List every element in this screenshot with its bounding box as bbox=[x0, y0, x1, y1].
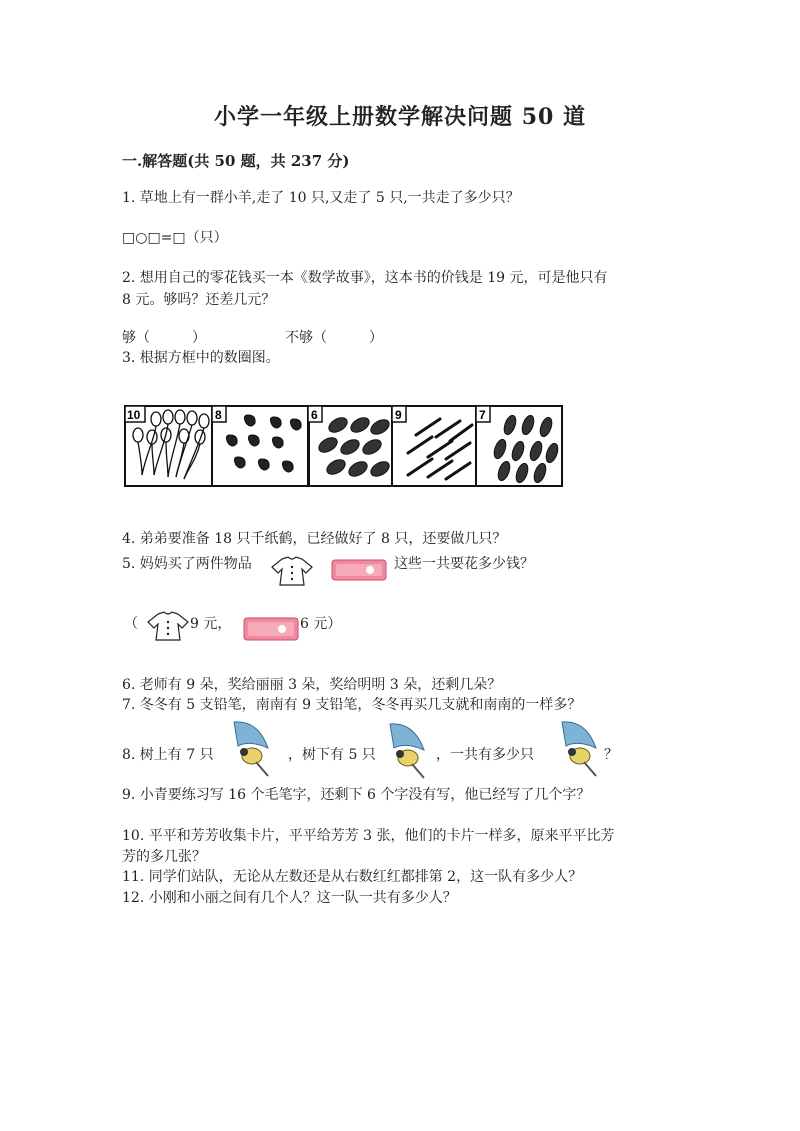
counting-boxes-figure bbox=[124, 405, 564, 487]
question-9: 9. 小青要练习写 16 个毛笔字，还剩下 6 个字没有写，他已经写了几个字？ bbox=[122, 787, 591, 803]
question-5-price-1: 9 元， bbox=[190, 616, 232, 632]
question-2-line-1: 2. 想用自己的零花钱买一本《数学故事》，这本书的价钱是 19 元，可是他只有 bbox=[122, 270, 608, 286]
box-label-3: 6 bbox=[311, 408, 318, 422]
box-label-2: 8 bbox=[215, 408, 222, 422]
question-10-line-2: 芳的多几张？ bbox=[122, 849, 206, 865]
box-label-4: 9 bbox=[395, 408, 402, 422]
section-heading: 一.解答题(共 50 题，共 237 分) bbox=[122, 152, 350, 170]
question-1: 1. 草地上有一群小羊,走了 10 只,又走了 5 只,一共走了多少只？ bbox=[122, 190, 520, 206]
pencil-case-icon bbox=[242, 612, 300, 644]
pencil-case-icon bbox=[330, 556, 388, 584]
question-4: 4. 弟弟要准备 18 只千纸鹤，已经做好了 8 只，还要做几只？ bbox=[122, 531, 507, 547]
question-5-part-2: 这些一共要花多少钱？ bbox=[394, 556, 534, 572]
question-2-option-not-enough: 不够（ ） bbox=[285, 330, 383, 346]
question-8-part-4: ？ bbox=[604, 747, 618, 763]
corn-icon bbox=[492, 414, 560, 484]
question-10-line-1: 10. 平平和芳芳收集卡片，平平给芳芳 3 张，他们的卡片一样多，原来平平比芳 bbox=[122, 828, 615, 844]
question-8-part-3: ，一共有多少只 bbox=[436, 747, 534, 763]
question-3: 3. 根据方框中的数圈图。 bbox=[122, 350, 280, 366]
question-7: 7. 冬冬有 5 支铅笔，南南有 9 支铅笔，冬冬再买几支就和南南的一样多？ bbox=[122, 697, 582, 713]
dress-icon bbox=[268, 555, 316, 587]
question-5-price-2: 6 元） bbox=[300, 616, 342, 632]
box-label-5: 7 bbox=[479, 408, 486, 422]
question-6: 6. 老师有 9 朵，奖给丽丽 3 朵，奖给明明 3 朵，还剩几朵？ bbox=[122, 677, 502, 693]
question-12: 12. 小刚和小丽之间有几个人？这一队一共有多少人？ bbox=[122, 890, 457, 906]
strawberries-icon bbox=[226, 415, 301, 472]
question-8-part-1: 8. 树上有 7 只 bbox=[122, 747, 214, 763]
question-2-line-2: 8 元。够吗？还差几元？ bbox=[122, 292, 276, 308]
box-label-1: 10 bbox=[127, 408, 141, 422]
question-2-option-enough: 够（ ） bbox=[122, 330, 206, 346]
pencils-icon bbox=[408, 419, 472, 479]
bird-icon bbox=[556, 718, 602, 780]
question-11: 11. 同学们站队，无论从左数还是从右数红红都排第 2，这一队有多少人？ bbox=[122, 869, 583, 885]
question-8-part-2: ，树下有 5 只 bbox=[288, 747, 376, 763]
question-5-open-paren: （ bbox=[124, 616, 138, 632]
bird-icon bbox=[384, 720, 430, 782]
question-5-part-1: 5. 妈妈买了两件物品 bbox=[122, 556, 252, 572]
question-1-answer-template: □○□=□（只） bbox=[122, 230, 228, 246]
bird-icon bbox=[228, 718, 274, 780]
page-title: 小学一年级上册数学解决问题 50 道 bbox=[214, 104, 586, 130]
dress-icon bbox=[144, 610, 192, 642]
fish-icon bbox=[316, 415, 391, 479]
